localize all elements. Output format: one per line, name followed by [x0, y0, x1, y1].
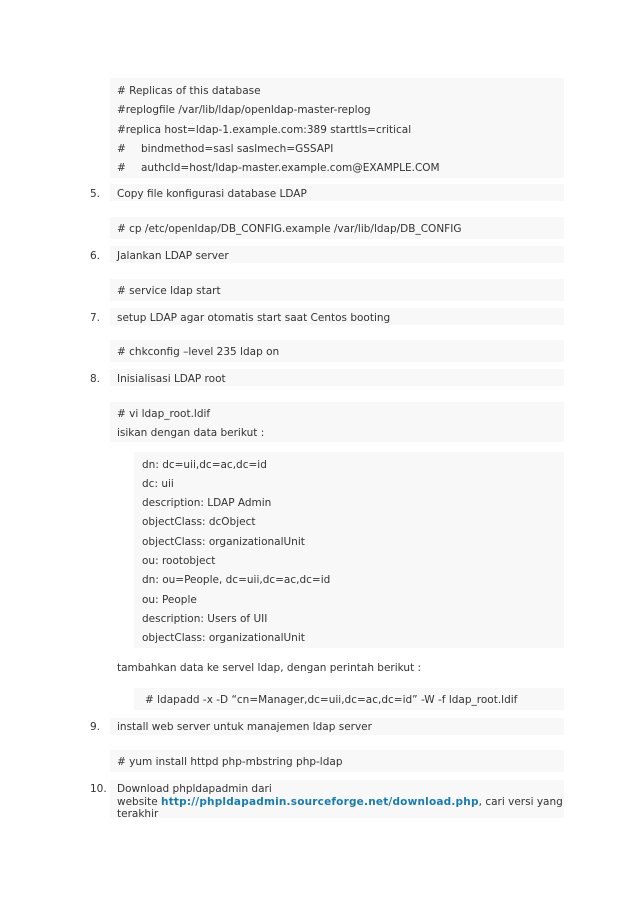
- step-7-number: 7.: [90, 312, 101, 324]
- code-service: # service ldap start: [117, 285, 221, 297]
- step-10-line2: [117, 795, 563, 809]
- ldif-line: description: LDAP Admin: [142, 497, 272, 509]
- step-9-number: 9.: [90, 721, 101, 733]
- tambahkan-text: tambahkan data ke servel ldap, dengan perintah berikut :: [117, 662, 422, 674]
- code-line-replicas-comment: # Replicas of this database: [117, 85, 261, 97]
- step-10-after-link: , cari versi yang: [478, 796, 563, 808]
- code-yum: # yum install httpd php-mbstring php-ldap: [117, 756, 343, 768]
- step-6-number: 6.: [90, 250, 101, 262]
- step-8-text: Inisialisasi LDAP root: [117, 373, 226, 385]
- code-cp: # cp /etc/openldap/DB_CONFIG.example /var/lib/ldap/DB_CONFIG: [117, 223, 462, 235]
- step-10-line1: Download phpldapadmin dari: [117, 783, 272, 795]
- code-line-bindmethod: [117, 142, 333, 156]
- step-5-text: Copy file konfigurasi database LDAP: [117, 188, 307, 200]
- code-comment-marker: #: [117, 162, 126, 174]
- ldif-line: dn: dc=uii,dc=ac,dc=id: [142, 459, 267, 471]
- ldif-line: description: Users of UII: [142, 613, 268, 625]
- step-7-text: setup LDAP agar otomatis start saat Centos booting: [117, 312, 391, 324]
- code-text-authcid: authcId=host/ldap-master.example.com@EXAMPLE.COM: [141, 162, 440, 174]
- step-9-text: install web server untuk manajemen ldap server: [117, 721, 372, 733]
- step-10-line3: terakhir: [117, 808, 159, 820]
- ldif-line: objectClass: organizationalUnit: [142, 536, 305, 548]
- ldif-line: objectClass: organizationalUnit: [142, 632, 305, 644]
- code-line-replica-host: #replica host=ldap-1.example.com:389 starttls=critical: [117, 124, 412, 136]
- step-8-number: 8.: [90, 373, 101, 385]
- step-5-number: 5.: [90, 188, 101, 200]
- step-6-text: Jalankan LDAP server: [117, 250, 229, 262]
- code-line-authcid: [117, 161, 440, 175]
- step-10-website-label: website: [117, 796, 162, 808]
- ldif-line: objectClass: dcObject: [142, 516, 256, 528]
- step-10-number: 10.: [90, 783, 107, 795]
- code-chkconfig: # chkconfig –level 235 ldap on: [117, 346, 280, 358]
- code-text-bindmethod: bindmethod=sasl saslmech=GSSAPI: [141, 143, 334, 155]
- download-link[interactable]: http://phpldapadmin.sourceforge.net/download.php: [161, 796, 479, 808]
- code-comment-marker: #: [117, 143, 126, 155]
- ldif-line: ou: rootobject: [142, 555, 216, 567]
- code-ldapadd: # ldapadd -x -D “cn=Manager,dc=uii,dc=ac,dc=id” -W -f ldap_root.ldif: [145, 694, 518, 706]
- ldif-line: ou: People: [142, 594, 197, 606]
- ldif-line: dc: uii: [142, 478, 174, 490]
- isikan-text: isikan dengan data berikut :: [117, 427, 265, 439]
- ldif-line: dn: ou=People, dc=uii,dc=ac,dc=id: [142, 574, 331, 586]
- code-line-replogfile: #replogfile /var/lib/ldap/openldap-master-replog: [117, 104, 371, 116]
- code-vi: # vi ldap_root.ldif: [117, 408, 211, 420]
